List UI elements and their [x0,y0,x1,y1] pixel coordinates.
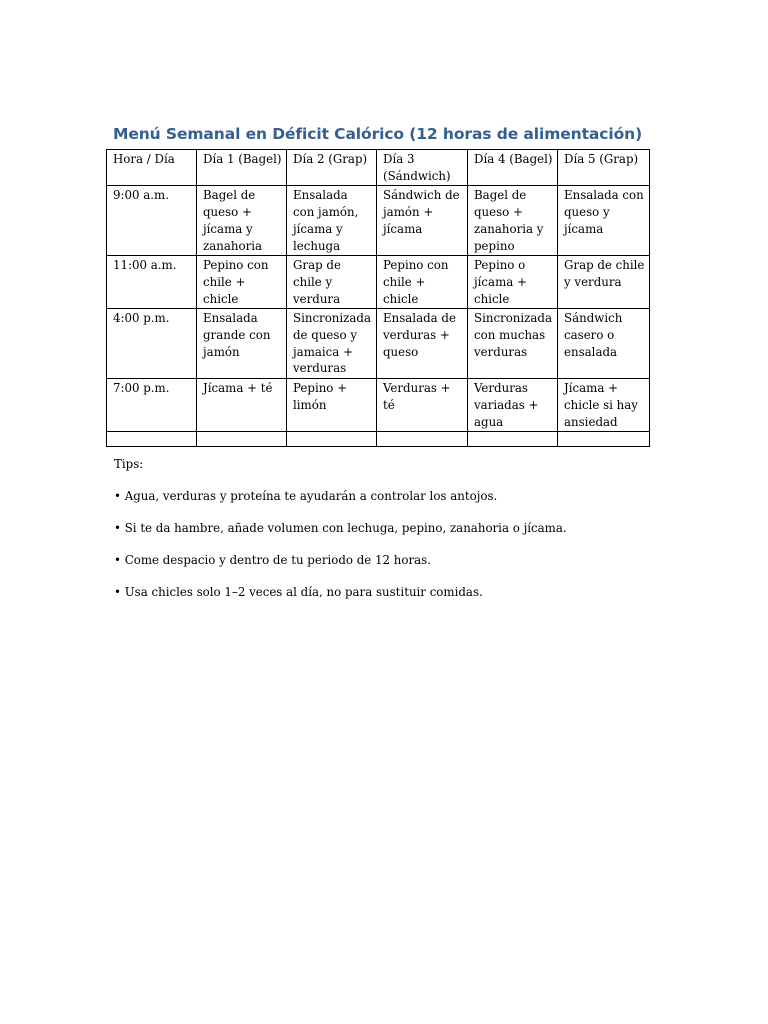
empty-table-row [107,432,650,447]
meal-cell: Sándwich de jamón + jícama [377,186,468,256]
table-header-row [107,150,650,186]
empty-cell [287,432,377,447]
meal-cell: Pepino + limón [287,379,377,432]
tip-item: • Usa chicles solo 1–2 veces al día, no para sustituir comidas. [114,585,483,599]
tip-item: • Come despacio y dentro de tu periodo de 12 horas. [114,553,431,567]
header-cell-dia-3: Día 3 (Sándwich) [377,150,468,186]
meal-cell: Grap de chile y verdura [287,256,377,309]
tip-item: • Si te da hambre, añade volumen con lechuga, pepino, zanahoria o jícama. [114,521,567,535]
table-row [107,256,650,309]
time-cell: 4:00 p.m. [107,309,197,379]
meal-cell: Ensalada con queso y jícama [558,186,650,256]
time-cell: 7:00 p.m. [107,379,197,432]
empty-cell [468,432,558,447]
meal-cell: Ensalada grande con jamón [197,309,287,379]
meal-cell: Sándwich casero o ensalada [558,309,650,379]
meal-cell: Bagel de queso + jícama y zanahoria [197,186,287,256]
time-cell: 11:00 a.m. [107,256,197,309]
table-row [107,309,650,379]
meal-cell: Verduras variadas + agua [468,379,558,432]
table-row [107,186,650,256]
meal-cell: Ensalada con jamón, jícama y lechuga [287,186,377,256]
meal-cell: Ensalada de verduras + queso [377,309,468,379]
meal-cell: Pepino o jícama + chicle [468,256,558,309]
time-cell: 9:00 a.m. [107,186,197,256]
header-cell-dia-4: Día 4 (Bagel) [468,150,558,186]
document-title: Menú Semanal en Déficit Calórico (12 horas de alimentación) [113,125,643,143]
header-cell-dia-2: Día 2 (Grap) [287,150,377,186]
empty-cell [107,432,197,447]
header-cell-dia-5: Día 5 (Grap) [558,150,650,186]
meal-cell: Grap de chile y verdura [558,256,650,309]
table-row [107,379,650,432]
meal-cell: Jícama + té [197,379,287,432]
meal-cell: Jícama + chicle si hay ansiedad [558,379,650,432]
header-cell-dia-1: Día 1 (Bagel) [197,150,287,186]
empty-cell [197,432,287,447]
meal-cell: Bagel de queso + zanahoria y pepino [468,186,558,256]
tips-heading: Tips: [114,457,144,471]
header-cell-hora: Hora / Día [107,150,197,186]
empty-cell [377,432,468,447]
tip-item: • Agua, verduras y proteína te ayudarán a controlar los antojos. [114,489,498,503]
tips-section [114,456,567,616]
meal-cell: Sincronizada con muchas verduras [468,309,558,379]
meal-cell: Verduras + té [377,379,468,432]
weekly-menu-table [106,149,650,447]
meal-cell: Pepino con chile + chicle [377,256,468,309]
empty-cell [558,432,650,447]
meal-cell: Sincronizada de queso y jamaica + verduras [287,309,377,379]
meal-cell: Pepino con chile + chicle [197,256,287,309]
